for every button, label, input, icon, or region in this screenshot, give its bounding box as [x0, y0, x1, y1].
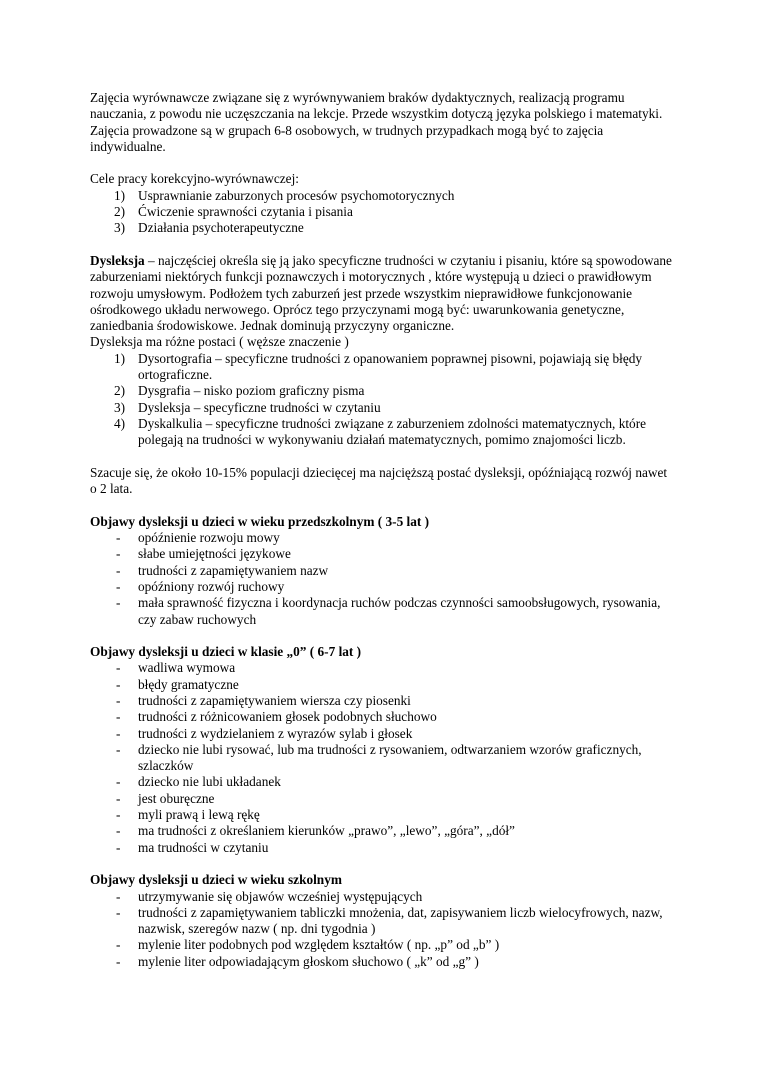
spacer	[90, 497, 675, 513]
spacer	[90, 449, 675, 465]
list-item: - błędy gramatyczne	[116, 676, 239, 692]
goals-heading: Cele pracy korekcyjno-wyrównawczej:	[90, 171, 299, 187]
list-item: - opóźniony rozwój ruchowy	[116, 578, 285, 594]
list-item: - ma trudności z określaniem kierunków „prawo”, „lewo”, „góra”, „dół”	[116, 823, 515, 839]
list-item: 3) Dysleksja – specyficzne trudności w czytaniu	[114, 399, 381, 415]
school-list	[90, 889, 675, 970]
list-item: - ma trudności w czytaniu	[116, 839, 269, 855]
estimate-paragraph: Szacuje się, że około 10-15% populacji dziecięcej ma najcięższą postać dysleksji, opóźniającą rozwój nawet o 2 lata.	[90, 464, 668, 497]
forms-list	[90, 351, 675, 449]
class0-heading: Objawy dysleksji u dzieci w klasie „0” ( 6-7 lat )	[90, 644, 362, 660]
list-item: - trudności z zapamiętywaniem nazw	[116, 562, 329, 578]
list-item: - wadliwa wymowa	[116, 660, 236, 676]
list-item: - słabe umiejętności językowe	[116, 546, 291, 562]
spacer	[90, 628, 675, 644]
document-page	[90, 90, 675, 970]
list-item: - dziecko nie lubi rysować, lub ma trudności z rysowaniem, odtwarzaniem wzorów graficznych, szlaczków	[116, 741, 642, 774]
intro-paragraph: Zajęcia wyrównawcze związane się z wyrównywaniem braków dydaktycznych, realizacją programu nauczania, z powodu nie uczęszczania na lekcje. Przede wszystkim dotyczą języka polskiego i matematyki. Zajęcia prowadzone są w grupach 6-8 osobowych, w trudnych przypadkach mogą być to zajęcia indywidualne.	[90, 90, 663, 154]
list-item: - opóźnienie rozwoju mowy	[116, 530, 280, 546]
spacer	[90, 856, 675, 872]
preschool-list	[90, 530, 675, 628]
spacer	[90, 237, 675, 253]
list-item: - trudności z zapamiętywaniem wiersza czy piosenki	[116, 692, 411, 708]
school-heading: Objawy dysleksji u dzieci w wieku szkolnym	[90, 872, 342, 888]
list-item: - mała sprawność fizyczna i koordynacja ruchów podczas czynności samoobsługowych, rysowania, czy zabaw ruchowych	[116, 595, 661, 627]
list-item: - jest oburęczne	[116, 790, 215, 806]
list-item: - myli prawą i lewą rękę	[116, 807, 260, 823]
list-item: - trudności z różnicowaniem głosek podobnych słuchowo	[116, 709, 437, 725]
class0-list	[90, 660, 675, 856]
list-item: - dziecko nie lubi układanek	[116, 774, 281, 790]
list-item: 1) Dysortografia – specyficzne trudności z opanowaniem poprawnej pisowni, pojawiają się błędy ortograficzne.	[114, 350, 643, 383]
forms-intro: Dysleksja ma różne postaci ( węższe znaczenie )	[90, 334, 349, 350]
dyslexia-term: Dysleksja	[90, 252, 145, 268]
goals-list	[90, 188, 675, 237]
list-item: - trudności z wydzielaniem z wyrazów sylab i głosek	[116, 725, 413, 741]
list-item: - trudności z zapamiętywaniem tabliczki mnożenia, dat, zapisywaniem liczb wielocyfrowych, nazw, nazwisk, szeregów nazw ( np. dni tygodnia )	[116, 904, 663, 937]
list-item: - utrzymywanie się objawów wcześniej występujących	[116, 888, 423, 904]
list-item: 4) Dyskalkulia – specyficzne trudności związane z zaburzeniem zdolności matematycznych, które polegają na trudności w wykonywaniu działań matematycznych, pomimo znajomości liczb.	[114, 415, 647, 448]
list-item: 3) Działania psychoterapeutyczne	[114, 220, 304, 236]
list-item: 2) Ćwiczenie sprawności czytania i pisania	[114, 204, 353, 220]
preschool-heading: Objawy dysleksji u dzieci w wieku przedszkolnym ( 3-5 lat )	[90, 513, 430, 529]
list-item: - mylenie liter podobnych pod względem kształtów ( np. „p” od „b” )	[116, 937, 500, 953]
list-item: - mylenie liter odpowiadającym głoskom słuchowo ( „k” od „g” )	[116, 953, 479, 969]
list-item: 1) Usprawnianie zaburzonych procesów psychomotorycznych	[114, 187, 455, 203]
spacer	[90, 155, 675, 171]
dyslexia-definition: Dysleksja – najczęściej określa się ją jako specyficzne trudności w czytaniu i pisaniu, które są spowodowane zaburzeniami niektórych funkcji poznawczych i motorycznych , które występują u dzieci o prawidłowym rozwoju umysłowym. Podłożem tych zaburzeń jest przede wszystkim nieprawidłowe funkcjonowanie ośrodkowego układu nerwowego. Oprócz tego przyczynami mogą być: uwarunkowania genetyczne, zaniedbania środowiskowe. Jednak dominują przyczyny organiczne.	[90, 252, 672, 334]
list-item: 2) Dysgrafia – nisko poziom graficzny pisma	[114, 383, 365, 399]
